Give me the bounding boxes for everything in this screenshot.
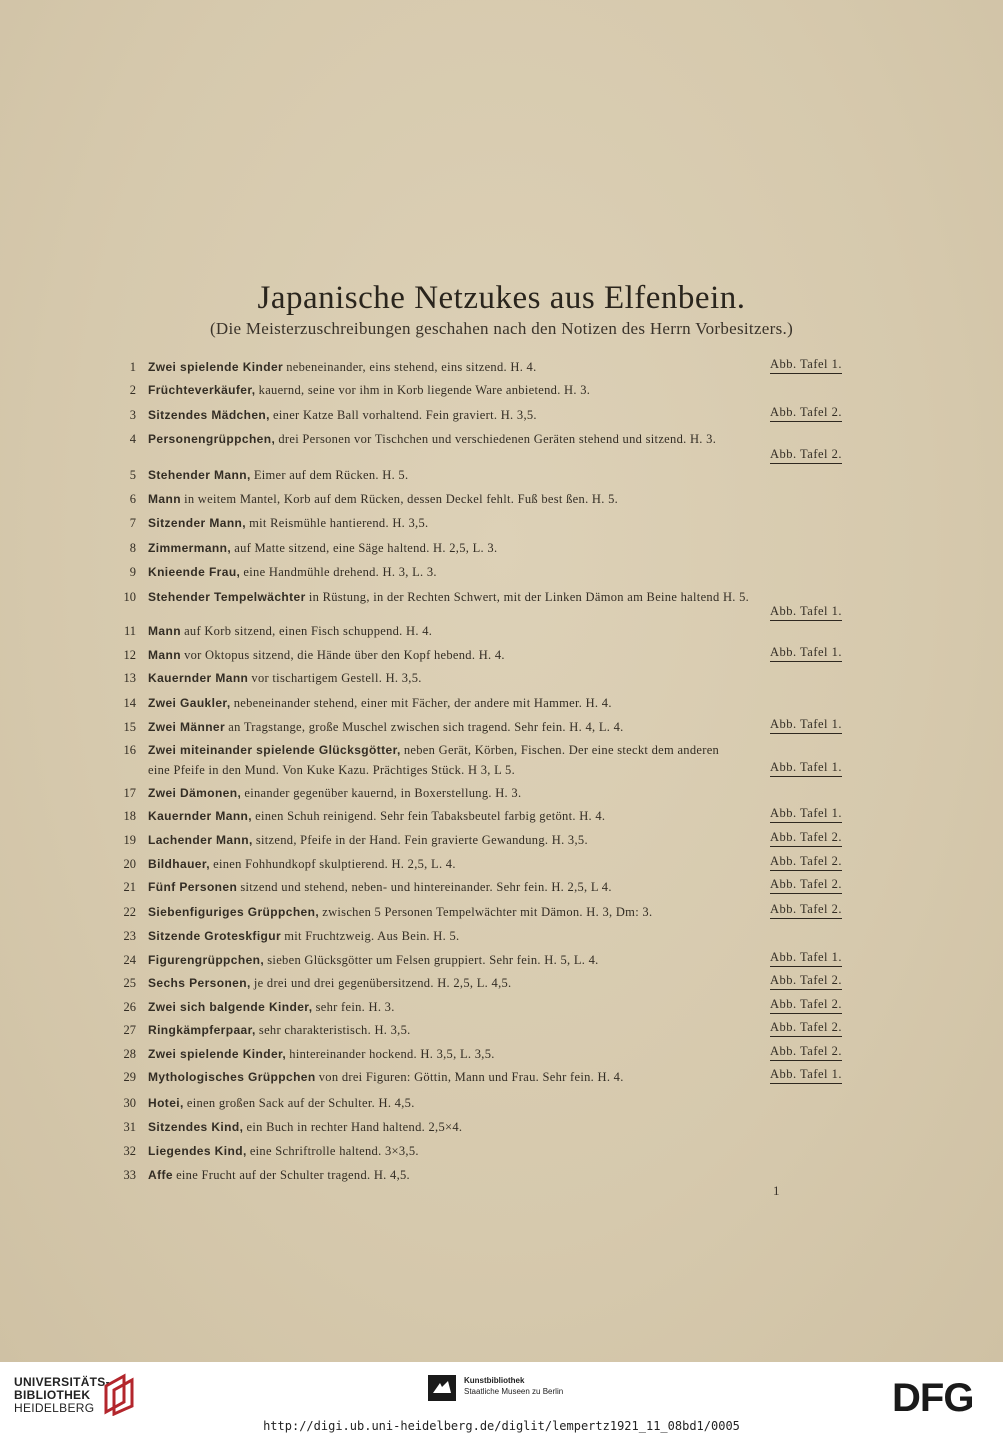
entry-name: Sitzende Groteskfigur: [148, 929, 282, 943]
entry-text: [148, 1117, 462, 1137]
entry-number: 13: [123, 671, 136, 685]
abb-reference: Abb. Tafel 2.: [770, 877, 842, 894]
entry-name: Früchteverkäufer,: [148, 383, 256, 397]
footer-bar: [0, 1362, 1003, 1436]
entry-description: vor tischartigem Gestell. H. 3,5.: [251, 671, 422, 685]
abb-reference: Abb. Tafel 2.: [770, 854, 842, 871]
entry-name: Zwei miteinander spielende Glücksgötter,: [148, 743, 401, 757]
entry-name: Zwei spielende Kinder: [148, 360, 284, 374]
catalog-entry: [100, 717, 842, 737]
entry-text: [148, 380, 590, 400]
kb-line-1: Kunstbibliothek: [464, 1376, 525, 1385]
catalog-entry: [100, 645, 842, 665]
entry-description: in weitem Mantel, Korb auf dem Rücken, dessen Deckel fehlt. Fuß best ßen. H. 5.: [184, 492, 619, 506]
catalog-entry: [100, 973, 842, 993]
entry-description: von drei Figuren: Göttin, Mann und Frau. Sehr fein. H. 4.: [318, 1070, 624, 1084]
abb-reference: Abb. Tafel 2.: [770, 973, 842, 990]
abb-reference: Abb. Tafel 1.: [770, 760, 842, 777]
entry-name: Zwei spielende Kinder,: [148, 1047, 287, 1061]
entry-text: [148, 902, 652, 922]
entry-number: 21: [123, 880, 136, 894]
entry-number: 25: [123, 976, 136, 990]
entry-name: Affe: [148, 1168, 173, 1182]
catalog-entry: [100, 854, 842, 874]
entry-description: nebeneinander, eins stehend, eins sitzend. H. 4.: [286, 360, 537, 374]
catalog-entry: [100, 380, 842, 400]
entry-description: an Tragstange, große Muschel zwischen sich tragend. Sehr fein. H. 4, L. 4.: [228, 720, 624, 734]
entry-description: einander gegenüber kauernd, in Boxerstellung. H. 3.: [244, 786, 522, 800]
catalog-entry: [100, 538, 842, 558]
entry-name: Kauernder Mann,: [148, 809, 253, 823]
catalog-entry: [100, 830, 842, 850]
entry-text: [148, 997, 395, 1017]
catalog-entry: [100, 465, 842, 485]
entry-name: Kauernder Mann: [148, 671, 249, 685]
catalog-entry: [100, 1141, 842, 1161]
catalog-entry: [100, 783, 842, 803]
entry-number: 16: [123, 743, 136, 757]
entry-number: 23: [123, 929, 136, 943]
entry-number: 3: [129, 408, 136, 422]
entry-description: je drei und drei gegenübersitzend. H. 2,5, L. 4,5.: [253, 976, 512, 990]
dfg-logo: DFG: [892, 1376, 974, 1420]
entry-text: [148, 1044, 495, 1064]
catalog-entry: [100, 1165, 842, 1185]
abb-reference: Abb. Tafel 1.: [770, 806, 842, 823]
entry-number: 29: [123, 1070, 136, 1084]
entry-number: 17: [123, 786, 136, 800]
entry-text: [148, 740, 719, 760]
abb-reference: Abb. Tafel 1.: [770, 645, 842, 662]
entry-name: Sitzender Mann,: [148, 516, 247, 530]
entry-4-continuation: [100, 447, 842, 467]
entry-text: [148, 668, 422, 688]
entry-description: einen Schuh reinigend. Sehr fein Tabaksbeutel farbig getönt. H. 4.: [255, 809, 606, 823]
entry-description: kauernd, seine vor ihm in Korb liegende Ware anbietend. H. 3.: [258, 383, 591, 397]
catalog-entry: [100, 562, 842, 582]
entry-name: Sitzendes Kind,: [148, 1120, 244, 1134]
entry-description: einer Katze Ball vorhaltend. Fein graviert. H. 3,5.: [273, 408, 537, 422]
source-url[interactable]: http://digi.ub.uni-heidelberg.de/diglit/lempertz1921_11_08bd1/0005: [263, 1419, 740, 1433]
entry-number: 11: [123, 624, 136, 638]
entry-number: 12: [123, 648, 136, 662]
entry-description: eine Handmühle drehend. H. 3, L. 3.: [243, 565, 437, 579]
catalog-entry: [100, 405, 842, 425]
entry-number: 18: [123, 809, 136, 823]
entry-text: [148, 950, 599, 970]
entry-16-continuation-text: eine Pfeife in den Mund. Von Kuke Kazu. Prächtiges Stück. H 3, L 5.: [148, 763, 516, 777]
entry-number: 7: [129, 516, 136, 530]
entry-text: [148, 926, 459, 946]
entry-name: Mann: [148, 648, 181, 662]
catalog-entry: [100, 997, 842, 1017]
uni-line-3: HEIDELBERG: [14, 1401, 95, 1415]
entry-text: [148, 465, 408, 485]
entry-description: einen großen Sack auf der Schulter. H. 4,5.: [186, 1096, 415, 1110]
heidelberg-logo-icon: [100, 1372, 140, 1416]
page-subtitle: (Die Meisterzuschreibungen geschahen nach den Notizen des Herrn Vorbesitzers.): [209, 319, 794, 338]
entry-name: Mythologisches Grüppchen: [148, 1070, 316, 1084]
entry-16-continuation: [100, 760, 842, 780]
entry-text: [148, 513, 428, 533]
entry-number: 19: [123, 833, 136, 847]
abb-reference: Abb. Tafel 1.: [770, 357, 842, 374]
catalog-entry: [100, 1020, 842, 1040]
catalog-entry: [100, 1093, 842, 1113]
entry-name: Zwei Männer: [148, 720, 226, 734]
entry-text: [148, 1141, 419, 1161]
entry-name: Zwei Gaukler,: [148, 696, 231, 710]
entry-number: 15: [123, 720, 136, 734]
entry-name: Zimmermann,: [148, 541, 232, 555]
entry-name: Stehender Tempelwächter: [148, 590, 306, 604]
entry-number: 28: [123, 1047, 136, 1061]
abb-reference: Abb. Tafel 2.: [770, 997, 842, 1014]
entry-number: 24: [123, 953, 136, 967]
entry-description: sieben Glücksgötter um Felsen gruppiert. Sehr fein. H. 5, L. 4.: [267, 953, 599, 967]
entry-name: Mann: [148, 624, 181, 638]
entry-description: sehr charakteristisch. H. 3,5.: [258, 1023, 411, 1037]
entry-text: [148, 806, 605, 826]
entry-name: Figurengrüppchen,: [148, 953, 265, 967]
entry-text: [148, 693, 612, 713]
catalog-entry: [100, 668, 842, 688]
entry-name: Mann: [148, 492, 181, 506]
entry-text: [148, 538, 497, 558]
entry-text: [148, 717, 624, 737]
abb-reference: Abb. Tafel 2.: [770, 405, 842, 422]
uni-line-1: UNIVERSITÄTS-: [14, 1375, 110, 1389]
abb-reference: Abb. Tafel 2.: [770, 447, 842, 464]
entry-description: in Rüstung, in der Rechten Schwert, mit der Linken Dämon am Beine haltend H. 5.: [308, 590, 750, 604]
entry-number: 26: [123, 1000, 136, 1014]
abb-reference: Abb. Tafel 1.: [770, 717, 842, 734]
entry-description: sehr fein. H. 3.: [315, 1000, 395, 1014]
entry-description: sitzend, Pfeife in der Hand. Fein gravierte Gewandung. H. 3,5.: [255, 833, 588, 847]
kb-line-2: Staatliche Museen zu Berlin: [464, 1387, 564, 1396]
entry-name: Fünf Personen: [148, 880, 238, 894]
entry-name: Lachender Mann,: [148, 833, 253, 847]
page-title: Japanische Netzukes aus Elfenbein.: [257, 280, 746, 316]
entry-number: 6: [129, 492, 136, 506]
catalog-entry: [100, 489, 842, 509]
entry-name: Siebenfiguriges Grüppchen,: [148, 905, 320, 919]
entry-description: neben Gerät, Körben, Fischen. Der eine steckt dem anderen: [403, 743, 720, 757]
kunstbibliothek-label: [464, 1375, 563, 1397]
entry-number: 33: [123, 1168, 136, 1182]
entry-text: [148, 854, 456, 874]
entry-number: 9: [129, 565, 136, 579]
entry-description: nebeneinander stehend, einer mit Fächer, der andere mit Hammer. H. 4.: [233, 696, 612, 710]
entry-description: Eimer auf dem Rücken. H. 5.: [253, 468, 409, 482]
entry-number: 1: [129, 360, 136, 374]
catalog-entry: [100, 1044, 842, 1064]
catalog-entry: [100, 513, 842, 533]
catalog-entry: [100, 740, 842, 760]
entry-description: mit Reismühle hantierend. H. 3,5.: [249, 516, 429, 530]
entry-text: [148, 830, 588, 850]
catalog-entry: [100, 926, 842, 946]
entry-text: [148, 783, 521, 803]
entry-number: 2: [129, 383, 136, 397]
entry-text: [148, 357, 537, 377]
catalog-entry: [100, 621, 842, 641]
heidelberg-library-label: [14, 1376, 110, 1415]
entry-description: hintereinander hockend. H. 3,5, L. 3,5.: [289, 1047, 495, 1061]
entry-description: mit Fruchtzweig. Aus Bein. H. 5.: [284, 929, 460, 943]
entry-number: 22: [123, 905, 136, 919]
entry-description: eine Schriftrolle haltend. 3×3,5.: [249, 1144, 419, 1158]
entry-number: 32: [123, 1144, 136, 1158]
uni-line-2: BIBLIOTHEK: [14, 1388, 91, 1402]
entry-text: [148, 429, 716, 449]
entry-text: [148, 877, 612, 897]
entry-number: 31: [123, 1120, 136, 1134]
abb-reference: Abb. Tafel 2.: [770, 902, 842, 919]
entry-text: [148, 645, 505, 665]
catalog-entry: [100, 1067, 842, 1087]
entry-description: zwischen 5 Personen Tempelwächter mit Dämon. H. 3, Dm: 3.: [322, 905, 653, 919]
entry-description: einen Fohhundkopf skulptierend. H. 2,5, L. 4.: [213, 857, 456, 871]
entry-number: 14: [123, 696, 136, 710]
entry-text: [148, 562, 437, 582]
entry-name: Zwei Dämonen,: [148, 786, 242, 800]
entry-description: auf Korb sitzend, einen Fisch schuppend. H. 4.: [184, 624, 433, 638]
abb-reference: Abb. Tafel 2.: [770, 1044, 842, 1061]
entry-number: 4: [129, 432, 136, 446]
entry-text: [148, 1093, 415, 1113]
entry-name: Sechs Personen,: [148, 976, 251, 990]
catalog-entry: [100, 902, 842, 922]
entry-text: [148, 621, 432, 641]
entry-text: [148, 1165, 410, 1185]
entry-text: [148, 1067, 624, 1087]
abb-reference: Abb. Tafel 1.: [770, 1067, 842, 1084]
entry-number: 20: [123, 857, 136, 871]
entry-text: [148, 489, 618, 509]
entry-name: Sitzendes Mädchen,: [148, 408, 270, 422]
catalog-entry: [100, 357, 842, 377]
abb-reference: Abb. Tafel 1.: [770, 950, 842, 967]
entry-number: 27: [123, 1023, 136, 1037]
entry-number: 10: [123, 590, 136, 604]
entry-text: [148, 973, 511, 993]
catalog-entry: [100, 693, 842, 713]
entry-name: Zwei sich balgende Kinder,: [148, 1000, 313, 1014]
catalog-entry: [100, 950, 842, 970]
entry-description: ein Buch in rechter Hand haltend. 2,5×4.: [246, 1120, 463, 1134]
entry-name: Personengrüppchen,: [148, 432, 276, 446]
abb-reference: Abb. Tafel 2.: [770, 1020, 842, 1037]
abb-reference: Abb. Tafel 1.: [770, 604, 842, 621]
catalog-entry: [100, 877, 842, 897]
entry-text: [148, 1020, 411, 1040]
catalog-entry: [100, 1117, 842, 1137]
kunstbibliothek-logo-icon: [428, 1375, 456, 1401]
entry-name: Ringkämpferpaar,: [148, 1023, 256, 1037]
entry-number: 30: [123, 1096, 136, 1110]
entry-text: [148, 405, 537, 425]
entry-description: eine Frucht auf der Schulter tragend. H. 4,5.: [176, 1168, 410, 1182]
entry-name: Liegendes Kind,: [148, 1144, 247, 1158]
entry-name: Knieende Frau,: [148, 565, 241, 579]
entry-description: drei Personen vor Tischchen und verschiedenen Geräten stehend und sitzend. H. 3.: [278, 432, 717, 446]
entry-number: 5: [129, 468, 136, 482]
abb-reference: Abb. Tafel 2.: [770, 830, 842, 847]
entry-number: 8: [129, 541, 136, 555]
entry-description: sitzend und stehend, neben- und hintereinander. Sehr fein. H. 2,5, L 4.: [240, 880, 612, 894]
entry-description: vor Oktopus sitzend, die Hände über den Kopf hebend. H. 4.: [184, 648, 505, 662]
entry-10-continuation: [100, 604, 842, 624]
entry-description: auf Matte sitzend, eine Säge haltend. H. 2,5, L. 3.: [234, 541, 498, 555]
page-number: 1: [773, 1183, 780, 1198]
catalog-entry: [100, 806, 842, 826]
entry-name: Stehender Mann,: [148, 468, 251, 482]
entry-name: Bildhauer,: [148, 857, 211, 871]
entry-name: Hotei,: [148, 1096, 184, 1110]
catalog-entry: [100, 429, 842, 449]
